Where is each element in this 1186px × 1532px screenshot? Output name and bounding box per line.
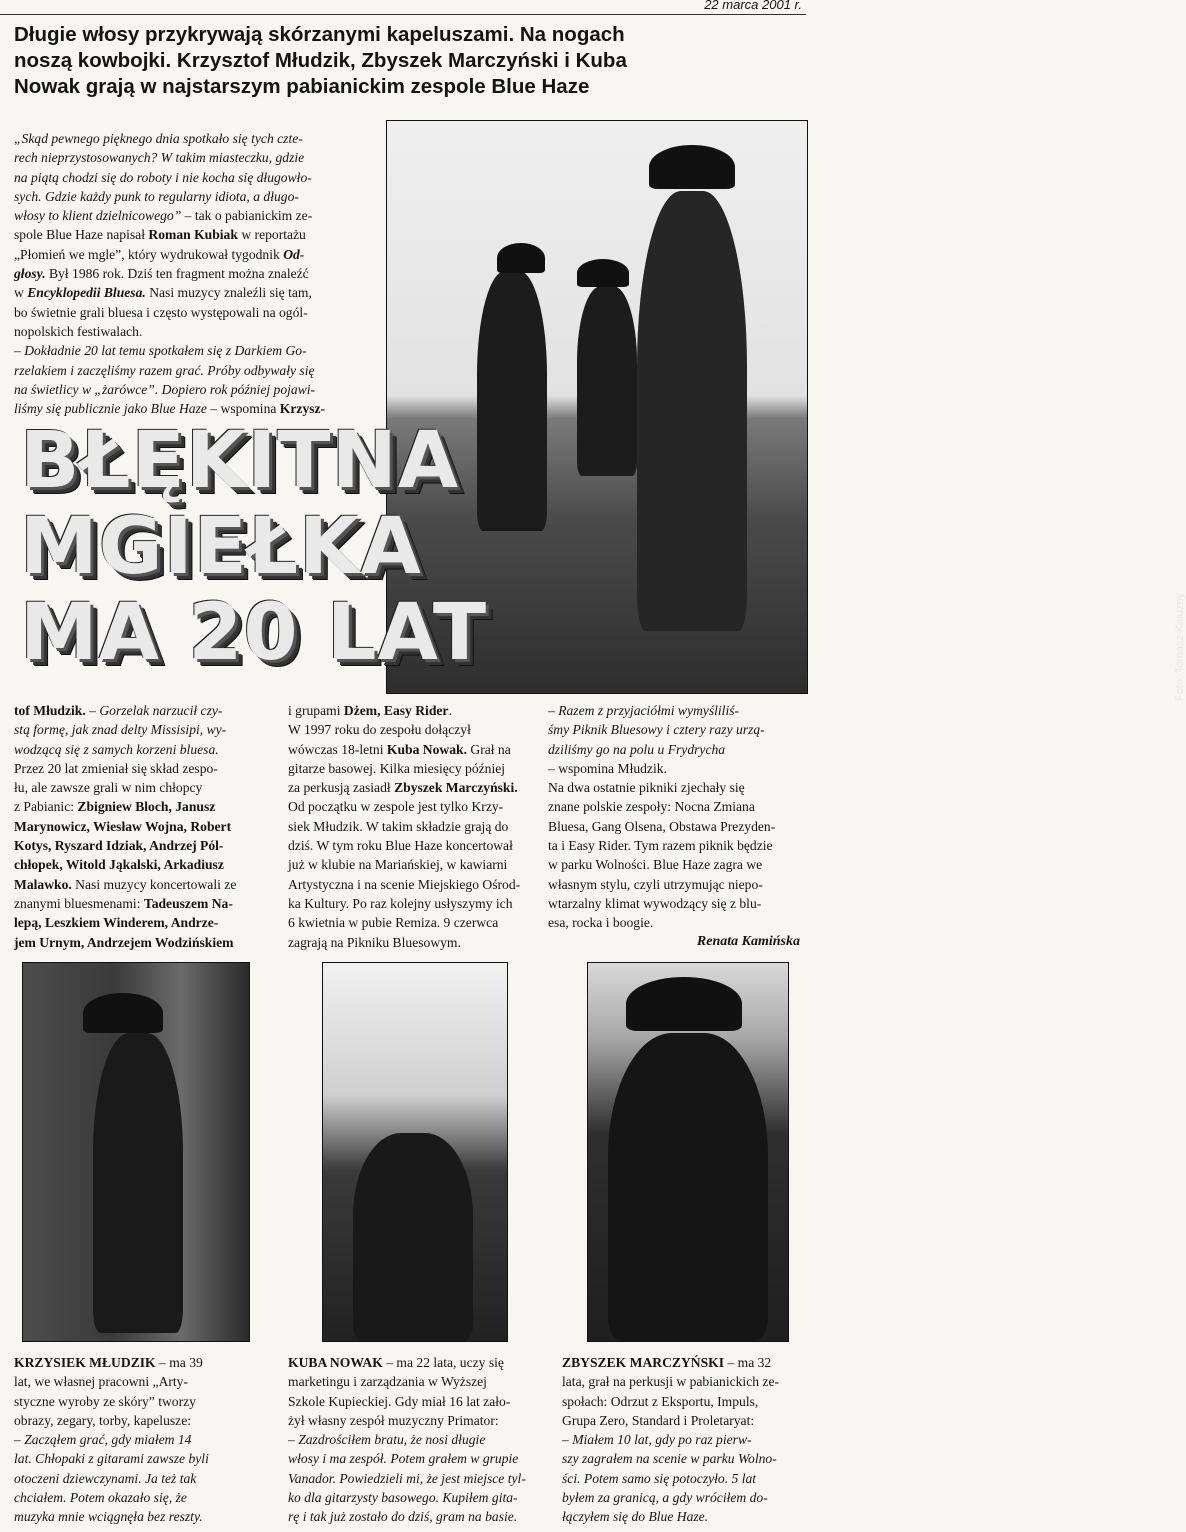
text-run: – Zazdrościłem bratu, że nosi długie [288,1432,486,1448]
text-run: Dżem, Easy Rider [343,703,449,718]
text-line [14,303,384,322]
text-run: śmy Piknik Bluesowy i cztery razy urzą- [548,722,765,738]
text-run: – Razem z przyjaciółmi wymyśliliś- [548,703,740,718]
text-run: Kuba Nowak. [386,741,467,757]
text-run: znanymi bluesmenami: [14,895,144,911]
hat-shape [497,243,545,273]
text-run: Krzysz- [279,401,326,417]
text-run: Przez 20 lat zmieniał się skład zespo- [14,760,218,776]
text-line [14,1449,278,1468]
lead-headline [14,22,814,100]
text-line [14,187,384,206]
hat-shape [577,259,629,287]
text-line [562,1507,806,1526]
text-run: Od początku w zespole jest tylko Krzy- [288,799,504,815]
hat-shape [83,993,163,1033]
text-run: spole Blue Haze napisał [14,227,149,243]
text-line [14,361,384,380]
author-signature: Renata Kamińska [696,934,800,949]
text-line [288,1469,542,1488]
text-run: obrazy, zegary, torby, kapelusze: [14,1412,192,1428]
text-line [14,283,384,302]
text-line [548,759,806,778]
text-line [548,913,806,932]
text-line [548,875,806,894]
text-run: styczne wyroby ze skóry” tworzy [14,1393,196,1409]
text-line [288,913,536,932]
text-run: 6 kwietnia w pubie Remiza. 9 czerwca [288,915,499,931]
text-line [562,1449,806,1468]
text-line [14,148,384,167]
musician-figure [93,1033,183,1333]
text-run: w parku Wolności. Blue Haze zagra we [548,857,763,873]
text-run: na piątą chodzi się do roboty i nie kocha się długowło- [14,169,312,185]
text-run: . [448,703,452,718]
text-run: na świetlicy w „żarówce”. Dopiero rok później pojawi- [14,381,316,397]
text-run: esa, rocka i boogie. [548,915,654,931]
text-run: „Płomień we mgle”, który wydrukował tygodnik [14,246,284,262]
text-line [562,1392,806,1411]
text-run: Na dwa ostatnie pikniki zjechały się [548,780,745,796]
text-run: już w klubie na Mariańskiej, w kawiarni [288,857,508,873]
text-run: lata, grał na perkusji w pabianickich ze- [562,1374,780,1390]
text-run: W 1997 roku do zespołu dołączył [288,722,471,738]
text-line [14,740,282,759]
text-run: gitarze basowej. Kilka miesięcy później [288,760,506,776]
text-run: – wspomina Młudzik. [548,760,667,776]
text-line [562,1469,806,1488]
text-run: Kotys, Ryszard Idziak, Andrzej Pól- [14,838,224,854]
text-line [14,759,282,778]
text-run: Zbigniew Bloch, Janusz [77,799,216,815]
text-line [548,817,806,836]
text-line [14,1392,278,1411]
text-line [548,701,806,720]
text-run: Marynowicz, Wiesław Wojna, Robert [14,818,232,834]
text-line [288,759,536,778]
text-run: nopolskich festiwalach. [14,323,143,339]
text-line [14,341,384,360]
text-run: bo świetnie grali bluesa i często występowali na ogól- [14,304,308,320]
photo-credit: Foto: Tomasz Kałużny [1174,592,1186,701]
text-line [562,1411,806,1430]
musician-figure [353,1133,473,1341]
text-run: ści. Potem samo się potoczyło. 5 lat [562,1470,757,1486]
text-run: – ma 22 lata, uczy się [382,1355,504,1370]
text-line [14,380,384,399]
text-run: Roman Kubiak [148,227,238,243]
text-line [288,1488,542,1507]
text-run: sych. Gdzie każdy punk to regularny idiota, a długo- [14,188,299,204]
text-run: – [85,703,100,718]
text-line [548,836,806,855]
text-run: otoczeni dziewczynami. Ja też tak [14,1470,197,1486]
text-line [562,1430,806,1449]
musician-figure [608,1033,768,1341]
text-run: Grupa Zero, Standard i Proletaryat: [562,1412,755,1428]
text-run: własnym stylu, czyli utrzymując niepo- [548,876,763,892]
text-run: Od- [283,246,305,262]
text-line [288,778,536,797]
text-run: rę i tak już zostało do dziś, gram na basie. [288,1509,518,1525]
text-run: Encyklopedii Bluesa. [27,285,146,301]
column-3 [548,701,806,933]
title-line: MGIEŁKA [20,502,422,592]
text-line [548,855,806,874]
text-run: Był 1986 rok. Dziś ten fragment można znaleźć [45,266,309,282]
text-run: Zbyszek Marczyński. [394,780,518,796]
text-line [14,1488,278,1507]
text-run: łączyłem się do Blue Haze. [562,1509,709,1525]
text-run: i grupami [288,703,344,718]
text-line [548,778,806,797]
column-1 [14,701,282,952]
text-line [288,1372,542,1391]
text-run: Szkole Kupieckiej. Gdy miał 16 lat zało- [288,1393,511,1409]
text-run: szy zagrałem na scenie w parku Wolno- [562,1451,777,1467]
text-run: głosy. [14,266,46,282]
portrait-photo-mludzik [22,962,250,1342]
text-run: rzelakiem i zaczęliśmy razem grać. Próby odbywały się [14,362,315,378]
text-run: wtarzalny klimat wywodzący się z blu- [548,895,762,911]
text-line [288,875,536,894]
text-run: – ma 32 [724,1355,772,1370]
text-run: Malawko. [14,876,72,892]
text-run: Nasi muzycy znaleźli się tam, [145,285,312,301]
text-run: lepą, Leszkiem Winderem, Andrze- [14,915,219,931]
text-run: chciałem. Potem okazało się, że [14,1490,187,1506]
text-run: marketingu i zarządzania w Wyższej [288,1374,487,1390]
text-run: żył własny zespół muzyczny Primator: [288,1412,499,1428]
text-run: społach: Odrzut z Eksportu, Impuls, [562,1393,759,1409]
intro-paragraph [14,129,384,418]
text-line [14,875,282,894]
text-run: ka Kultury. Po raz kolejny usłyszymy ich [288,895,513,911]
text-line [288,797,536,816]
text-run: zagrają na Pikniku Bluesowym. [288,934,461,950]
text-run: Grał na [466,741,511,757]
text-line [288,817,536,836]
text-run: ta i Easy Rider. Tym razem piknik będzie [548,838,773,854]
portrait-photo-marczynski [587,962,789,1342]
title-line: MA 20 LAT [20,588,488,678]
text-line [288,836,536,855]
text-run: chłopek, Witold Jąkalski, Arkadiusz [14,857,224,873]
text-line [14,817,282,836]
text-line [288,933,536,952]
text-line [14,1507,278,1526]
text-line [14,168,384,187]
text-run: Vanador. Powiedzieli mi, że jest miejsce tyl- [288,1470,526,1486]
text-run: w reportażu [237,227,306,243]
text-run: Bluesa, Gang Olsena, Obstawa Prezyden- [548,818,776,834]
text-line [14,129,384,148]
text-run: za perkusją zasiadł [288,780,395,796]
text-line [14,720,282,739]
text-run: KRZYSIEK MŁUDZIK [14,1355,156,1370]
text-line [14,1411,278,1430]
text-run: lat, we własnej pracowni „Arty- [14,1374,189,1390]
text-line [14,1430,278,1449]
text-line [288,701,536,720]
musician-figure [637,191,747,631]
text-run: dziliśmy go na polu u Frydrycha [548,741,726,757]
text-run: włosy i ma zespół. Potem grałem w grupie [288,1451,519,1467]
text-line [14,933,282,952]
column-2 [288,701,536,952]
text-line [14,778,282,797]
text-line [14,1372,278,1391]
text-line [14,245,384,264]
title-line: BŁĘKITNA [20,416,460,506]
text-line [14,225,384,244]
musician-figure [477,271,547,531]
text-line [14,855,282,874]
text-run: tof Młudzik. [14,703,86,718]
text-line [548,720,806,739]
caption-nowak [288,1353,542,1527]
portrait-photo-nowak [322,962,508,1342]
article-title [20,418,487,676]
text-line [562,1372,806,1391]
text-line [288,1411,542,1430]
text-run: rech nieprzystosowanych? W takim miasteczku, gdzie [14,150,305,166]
text-run: – Dokładnie 20 lat temu spotkałem się z Darkiem Go- [14,343,307,359]
text-run: Gorzelak narzucił czy- [99,703,223,718]
text-run: KUBA NOWAK [288,1355,383,1370]
text-run: – ma 39 [155,1355,203,1370]
text-run: dziś. W tym roku Blue Haze koncertował [288,838,513,854]
musician-figure [577,286,637,476]
text-line [14,701,282,720]
text-run: łu, ale zawsze grali w nim chłopcy [14,780,203,796]
text-line [288,1392,542,1411]
text-line [288,1449,542,1468]
headline-line: Nowak grają w najstarszym pabianickim zespole Blue Haze [14,75,590,98]
text-line [548,740,806,759]
text-run: „Skąd pewnego pięknego dnia spotkało się tych czte- [14,131,303,146]
text-run: – tak o pabianickim ze- [181,208,313,224]
text-run: jem Urnym, Andrzejem Wodzińskiem [14,934,234,950]
text-line [14,206,384,225]
text-run: – Miałem 10 lat, gdy po raz pierw- [562,1432,752,1448]
text-line [562,1353,806,1372]
text-run: lat. Chłopaki z gitarami zawsze byli [14,1451,209,1467]
caption-mludzik [14,1353,278,1527]
headline-line: Długie włosy przykrywają skórzanymi kapeluszami. Na nogach [14,23,625,46]
text-line [548,797,806,816]
text-line [288,1507,542,1526]
text-line [14,913,282,932]
text-line [14,322,384,341]
text-line [14,797,282,816]
text-run: wodzącą się z samych korzeni bluesa. [14,741,219,757]
text-run: stą formę, jak znad delty Missisipi, wy- [14,722,227,738]
text-run: – wspomina [206,401,280,417]
text-line [14,894,282,913]
text-run: Artystyczna i na scenie Miejskiego Ośrod- [288,876,521,892]
text-run: liśmy się publicznie jako Blue Haze [14,401,207,417]
headline-line: noszą kowbojki. Krzysztof Młudzik, Zbyszek Marczyński i Kuba [14,49,627,72]
hat-shape [626,977,742,1031]
text-run: Tadeuszem Na- [143,895,233,911]
text-line [548,894,806,913]
text-line [288,1430,542,1449]
text-run: z Pabianic: [14,799,78,815]
text-run: byłem za granicą, a gdy wróciłem do- [562,1490,768,1506]
text-run: muzyka mnie wciągnęła bez reszty. [14,1509,203,1525]
issue-date: 22 marca 2001 r. [704,0,802,12]
top-rule [0,14,806,15]
caption-marczynski [562,1353,806,1527]
text-line [288,894,536,913]
text-line [288,720,536,739]
text-run: ZBYSZEK MARCZYŃSKI [562,1355,725,1370]
text-run: Nasi muzycy koncertowali ze [71,876,237,892]
text-run: wówczas 18-letni [288,741,387,757]
text-line [288,855,536,874]
text-line [288,1353,542,1372]
text-line [288,740,536,759]
text-line [14,1469,278,1488]
text-run: znane polskie zespoły: Nocna Zmiana [548,799,755,815]
text-line [14,264,384,283]
hat-shape [649,145,735,189]
text-run: w [14,285,28,301]
text-line [562,1488,806,1507]
text-line [14,836,282,855]
text-run: – Zacząłem grać, gdy miałem 14 [14,1432,192,1448]
text-run: siek Młudzik. W takim składzie grają do [288,818,509,834]
text-run: ko dla gitarzysty basowego. Kupiłem gita- [288,1490,518,1506]
text-run: włosy to klient dzielnicowego” [14,208,182,224]
text-line [14,1353,278,1372]
